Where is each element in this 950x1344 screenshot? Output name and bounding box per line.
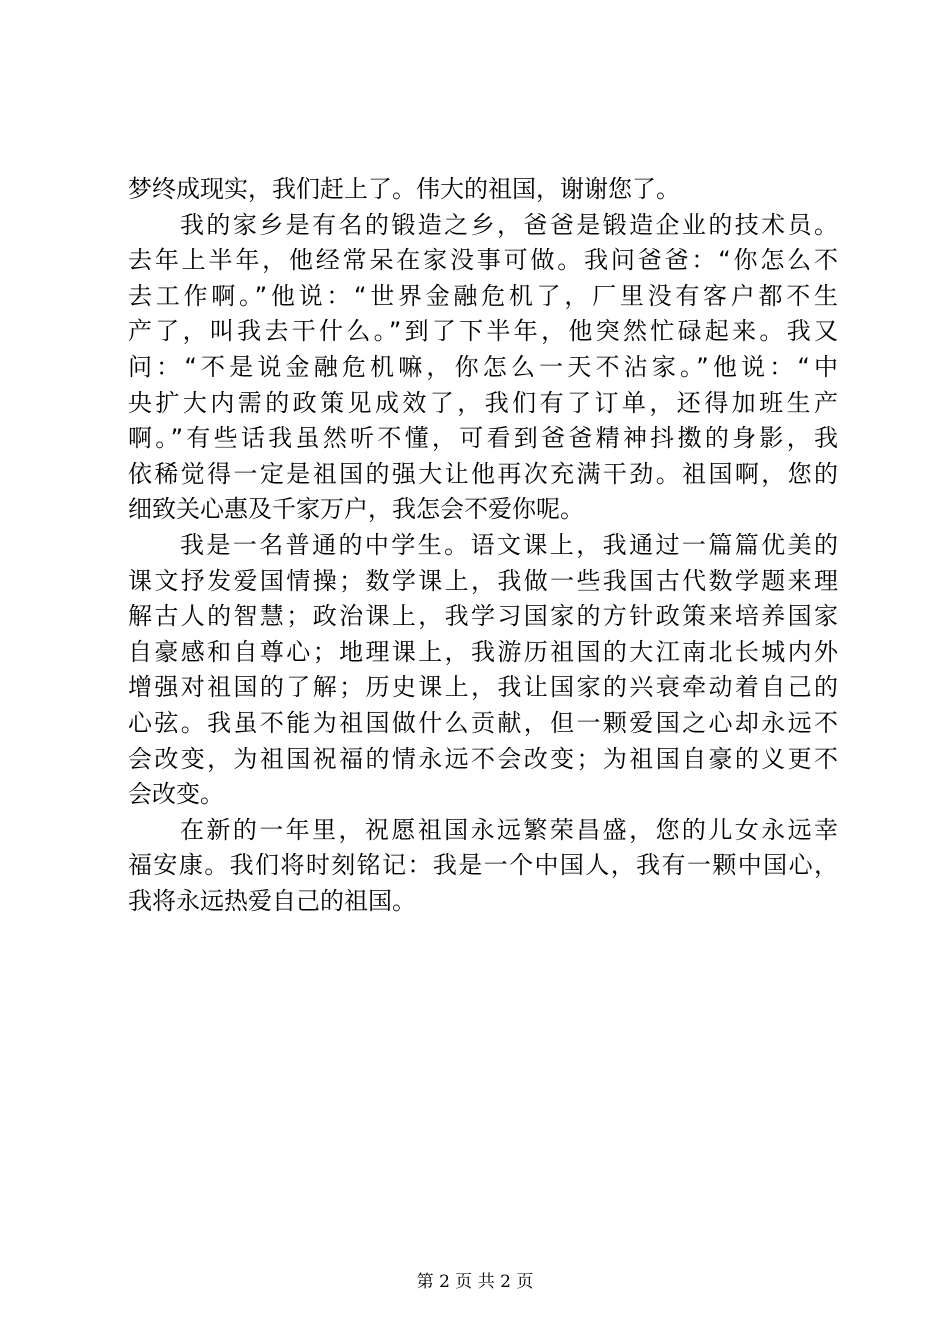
text-line: 问：“不是说金融危机嘛，你怎么一天不沾家。”他说：“中 — [128, 352, 838, 381]
text-line: 细致关心惠及千家万户，我怎会不爱你呢。 — [128, 495, 584, 524]
text-line: 去工作啊。”他说：“世界金融危机了，厂里没有客户都不生 — [128, 281, 838, 310]
text-line: 解古人的智慧；政治课上，我学习国家的方针政策来培养国家 — [128, 602, 838, 631]
text-line: 在新的一年里，祝愿祖国永远繁荣昌盛，您的儿女永远幸 — [180, 815, 838, 844]
text-line: 会改变。 — [128, 780, 224, 809]
text-line: 央扩大内需的政策见成效了，我们有了订单，还得加班生产 — [128, 388, 838, 417]
text-line: 我的家乡是有名的锻造之乡，爸爸是锻造企业的技术员。 — [180, 210, 838, 239]
paragraph — [128, 172, 838, 208]
text-line: 梦终成现实，我们赶上了。伟大的祖国，谢谢您了。 — [128, 175, 680, 203]
text-line: 依稀觉得一定是祖国的强大让他再次充满干劲。祖国啊，您的 — [128, 459, 838, 488]
text-line: 会改变，为祖国祝福的情永远不会改变；为祖国自豪的义更不 — [128, 744, 838, 773]
paragraph — [128, 813, 838, 920]
paragraph — [128, 208, 838, 528]
text-line: 去年上半年，他经常呆在家没事可做。我问爸爸：“你怎么不 — [128, 246, 838, 275]
text-line: 课文抒发爱国情操；数学课上，我做一些我国古代数学题来理 — [128, 566, 838, 595]
text-line: 我将永远热爱自己的祖国。 — [128, 886, 416, 915]
page-footer: 第 2 页 共 2 页 — [416, 1272, 534, 1292]
text-line: 福安康。我们将时刻铭记：我是一个中国人，我有一颗中国心， — [128, 851, 838, 880]
body-text — [128, 172, 838, 919]
text-line: 自豪感和自尊心；地理课上，我游历祖国的大江南北长城内外 — [128, 637, 838, 666]
text-line: 我是一名普通的中学生。语文课上，我通过一篇篇优美的 — [180, 530, 838, 559]
text-line: 啊。”有些话我虽然听不懂，可看到爸爸精神抖擞的身影，我 — [128, 424, 838, 453]
text-line: 增强对祖国的了解；历史课上，我让国家的兴衰牵动着自己的 — [128, 673, 838, 702]
paragraph — [128, 528, 838, 813]
text-line: 产了，叫我去干什么。”到了下半年，他突然忙碌起来。我又 — [128, 317, 838, 346]
text-line: 心弦。我虽不能为祖国做什么贡献，但一颗爱国之心却永远不 — [128, 708, 838, 737]
